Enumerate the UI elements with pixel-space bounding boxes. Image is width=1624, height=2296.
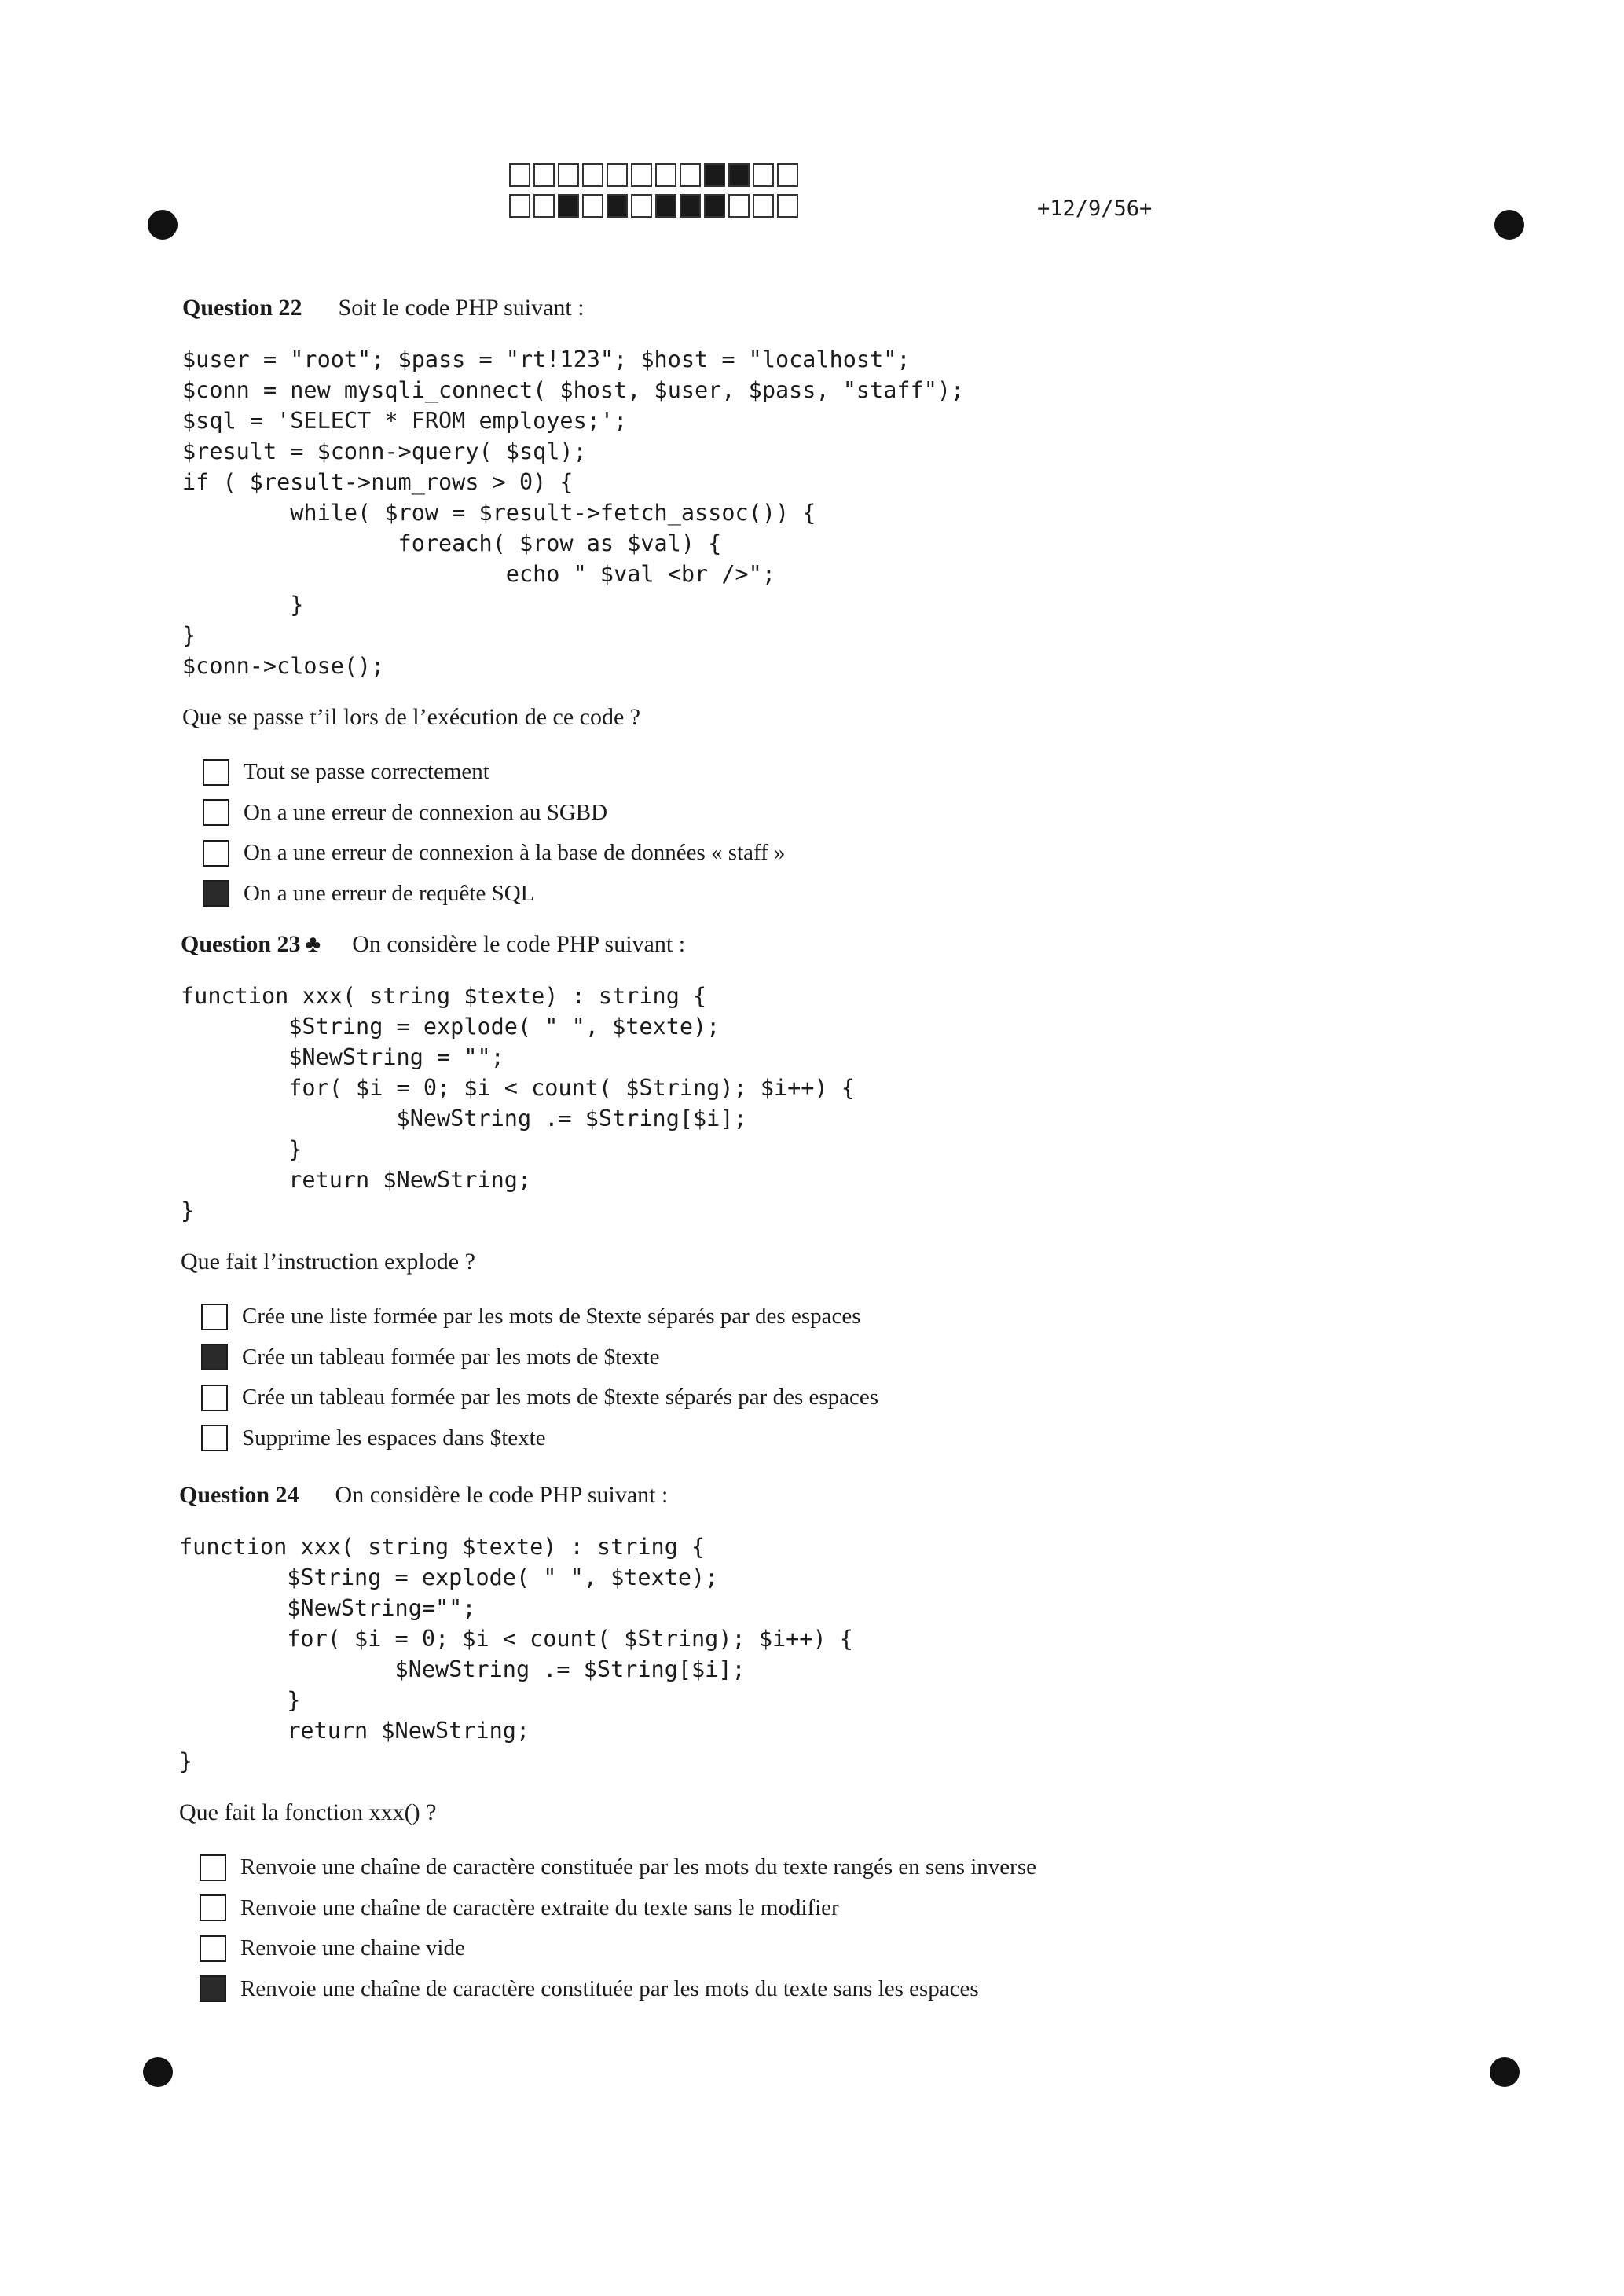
answer-option[interactable] (201, 1297, 1438, 1337)
answer-checkbox[interactable] (203, 880, 229, 907)
answer-label: Renvoie une chaîne de caractère constituée par les mots du texte sans les espaces (240, 1975, 979, 2001)
question-24 (179, 1480, 1436, 2009)
answer-checkbox[interactable] (200, 1854, 226, 1881)
answer-options (179, 1847, 1436, 2009)
code-block: function xxx( string $texte) : string { $String = explode( " ", $texte); $NewString = ""; for( $i = 0; $i < count( $String); $i++) { $NewString .= $String[$i]; } return $NewString; } (181, 983, 855, 1223)
barcode-cell (509, 163, 530, 187)
answer-checkbox[interactable] (201, 1304, 228, 1330)
registration-dot-bottom-left (143, 2057, 173, 2087)
answer-option[interactable] (200, 1969, 1436, 2010)
answer-checkbox[interactable] (203, 840, 229, 867)
answer-checkbox[interactable] (203, 799, 229, 826)
barcode-cell (558, 163, 579, 187)
answer-checkbox[interactable] (200, 1894, 226, 1921)
barcode-cell (728, 194, 750, 218)
barcode-cell (728, 163, 750, 187)
barcode-cell (631, 163, 652, 187)
answer-checkbox[interactable] (203, 759, 229, 786)
answer-label: On a une erreur de requête SQL (244, 880, 535, 906)
answer-option[interactable] (203, 833, 1439, 874)
question-23 (181, 929, 1438, 1458)
answer-label: Renvoie une chaîne de caractère extraite du texte sans le modifier (240, 1894, 839, 1920)
question-intro: On considère le code PHP suivant : (335, 1482, 669, 1508)
answer-option[interactable] (200, 1847, 1436, 1888)
answer-option[interactable] (200, 1888, 1436, 1929)
barcode-cell (777, 163, 798, 187)
question-intro: On considère le code PHP suivant : (352, 931, 686, 957)
answer-option[interactable] (203, 874, 1439, 915)
barcode-cell (533, 163, 555, 187)
answer-label: Renvoie une chaîne de caractère constituée par les mots du texte rangés en sens inverse (240, 1854, 1036, 1880)
answer-options (181, 1297, 1438, 1458)
answer-label: On a une erreur de connexion au SGBD (244, 799, 608, 825)
barcode-cell (777, 194, 798, 218)
code-block: $user = "root"; $pass = "rt!123"; $host = "localhost"; $conn = new mysqli_connect( $host, $user, $pass, "staff"); $sql = 'SELECT * FROM employes;'; $result = $conn->query( $sql); if ( $result->num_rows > 0) { while( $row = $result->fetch_assoc()) { foreach( $row as $val) { echo " $val <br />"; } } $conn->close(); (182, 347, 965, 679)
barcode-cell (607, 163, 628, 187)
question-prompt: Que fait l’instruction explode ? (181, 1249, 475, 1275)
barcode-cell (680, 194, 701, 218)
answer-label: Crée une liste formée par les mots de $texte séparés par des espaces (242, 1304, 861, 1330)
answer-checkbox[interactable] (201, 1425, 228, 1451)
answer-checkbox[interactable] (201, 1344, 228, 1370)
answer-label: Supprime les espaces dans $texte (242, 1425, 546, 1451)
question-prompt: Que fait la fonction xxx() ? (179, 1799, 437, 1825)
answer-option[interactable] (200, 1928, 1436, 1969)
answer-label: On a une erreur de connexion à la base de données « staff » (244, 840, 786, 866)
barcode-cell (582, 163, 603, 187)
question-number: Question 24 (179, 1482, 299, 1508)
answer-option[interactable] (203, 793, 1439, 834)
answer-label: Tout se passe correctement (244, 759, 489, 785)
barcode-cell (558, 194, 579, 218)
answer-option[interactable] (201, 1418, 1438, 1459)
question-22 (182, 292, 1439, 914)
answer-label: Renvoie une chaine vide (240, 1935, 465, 1961)
registration-dot-bottom-right (1490, 2057, 1520, 2087)
answer-label: Crée un tableau formée par les mots de $texte (242, 1344, 660, 1370)
question-prompt: Que se passe t’il lors de l’exécution de ce code ? (182, 704, 641, 730)
answer-option[interactable] (201, 1337, 1438, 1378)
question-header (181, 929, 1438, 960)
registration-dot-top-left (148, 210, 178, 240)
answer-options (182, 752, 1439, 914)
question-header (182, 292, 1439, 324)
barcode-cell (753, 194, 774, 218)
question-header (179, 1480, 1436, 1511)
barcode-cell (655, 194, 676, 218)
barcode-cell (680, 163, 701, 187)
barcode-row-2 (509, 194, 801, 218)
answer-checkbox[interactable] (200, 1935, 226, 1962)
club-icon: ♣ (305, 931, 321, 957)
barcode-cell (631, 194, 652, 218)
answer-checkbox[interactable] (200, 1975, 226, 2002)
barcode-cell (655, 163, 676, 187)
question-number: Question 23 (181, 931, 301, 957)
code-block: function xxx( string $texte) : string { $String = explode( " ", $texte); $NewString=""; for( $i = 0; $i < count( $String); $i++) { $NewString .= $String[$i]; } return $NewString; } (179, 1534, 853, 1774)
barcode-cell (704, 194, 725, 218)
answer-label: Crée un tableau formée par les mots de $texte séparés par des espaces (242, 1385, 879, 1410)
registration-dot-top-right (1494, 210, 1524, 240)
barcode-cell (509, 194, 530, 218)
question-intro: Soit le code PHP suivant : (338, 295, 585, 321)
answer-option[interactable] (201, 1377, 1438, 1418)
answer-checkbox[interactable] (201, 1385, 228, 1411)
barcode-cell (753, 163, 774, 187)
barcode-cell (582, 194, 603, 218)
barcode-row-1 (509, 163, 801, 187)
page-id: +12/9/56+ (1037, 196, 1153, 221)
barcode-cell (533, 194, 555, 218)
answer-option[interactable] (203, 752, 1439, 793)
barcode-cell (607, 194, 628, 218)
barcode-cell (704, 163, 725, 187)
question-number: Question 22 (182, 295, 302, 321)
